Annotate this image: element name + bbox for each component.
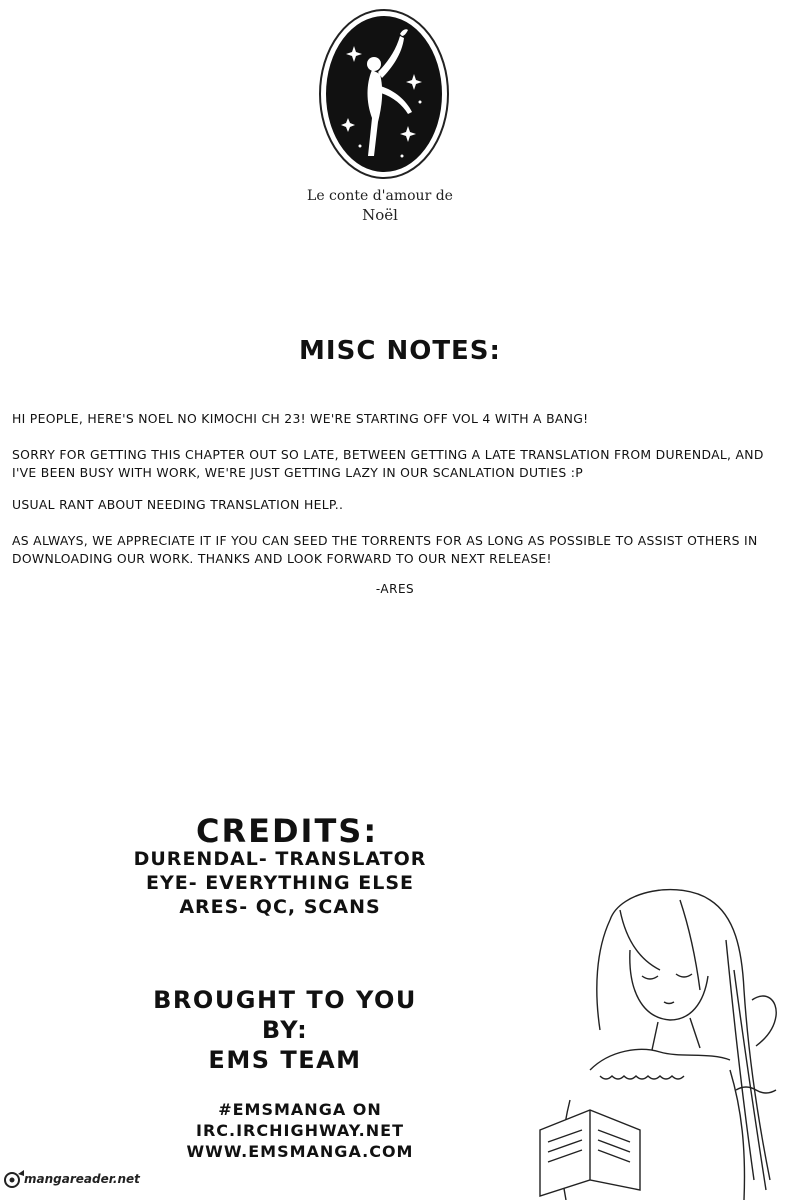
watermark-text: mangareader.net	[24, 1172, 140, 1186]
figure-skater-icon	[316, 6, 452, 182]
contact-line: #EMSMANGA ON	[218, 1100, 382, 1119]
signature: -ARES	[375, 582, 415, 596]
credit-line: ARES- QC, SCANS	[179, 896, 381, 918]
brought-line: BY:	[261, 1016, 309, 1044]
credit-line: DURENDAL- TRANSLATOR	[133, 848, 427, 870]
contact-line: WWW.EMSMANGA.COM	[186, 1142, 414, 1161]
contact-line: IRC.IRCHIGHWAY.NET	[195, 1121, 404, 1140]
credit-line: EYE- EVERYTHING ELSE	[145, 872, 415, 894]
emblem-subtitle: Le conte d'amour de	[307, 188, 453, 204]
brought-line: BROUGHT TO YOU	[153, 986, 417, 1014]
emblem-title: Noël	[362, 206, 398, 224]
girl-reading-book-illustration	[530, 880, 800, 1200]
note-paragraph: HI PEOPLE, HERE'S NOEL NO KIMOCHI CH 23! WE'RE STARTING OFF VOL 4 WITH A BANG!	[12, 411, 589, 426]
misc-notes-heading: MISC NOTES:	[299, 336, 501, 366]
note-paragraph: AS ALWAYS, WE APPRECIATE IT IF YOU CAN SEED THE TORRENTS FOR AS LONG AS POSSIBLE TO ASSIST OTHERS IN DOWNLOADING OUR WORK. THANKS AND LOOK FORWARD TO OUR NEXT RELEASE!	[12, 533, 758, 566]
credits-heading: CREDITS:	[196, 812, 379, 850]
note-paragraph: USUAL RANT ABOUT NEEDING TRANSLATION HELP..	[12, 497, 344, 512]
note-paragraph: SORRY FOR GETTING THIS CHAPTER OUT SO LATE, BETWEEN GETTING A LATE TRANSLATION FROM DURENDAL, AND I'VE BEEN BUSY WITH WORK, WE'RE JUST GETTING LAZY IN OUR SCANLATION DUTIES :P	[12, 447, 764, 480]
team-name: EMS TEAM	[208, 1046, 362, 1074]
